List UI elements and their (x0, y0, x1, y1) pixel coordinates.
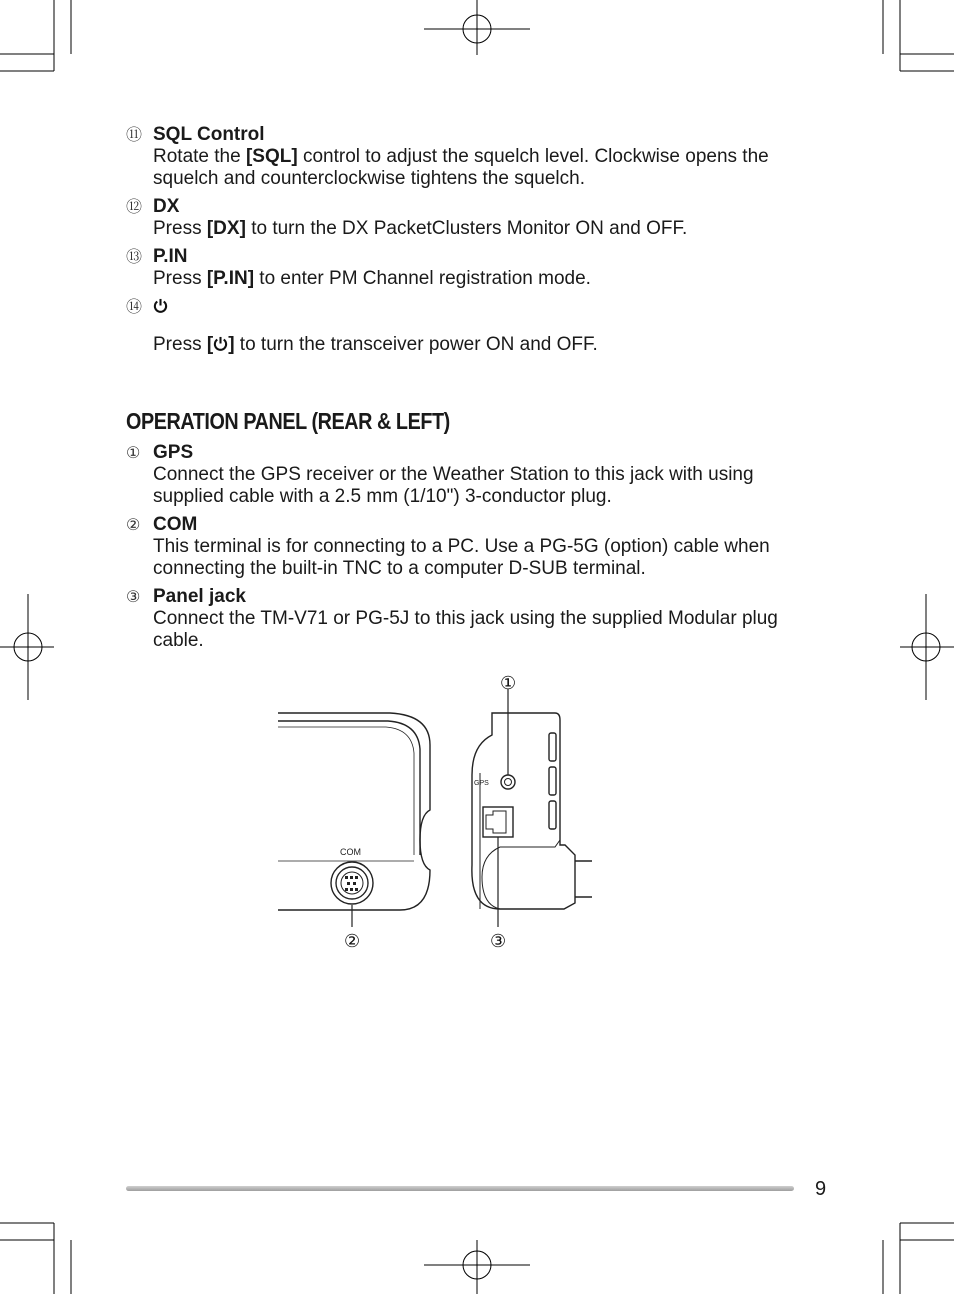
panel-illustration (270, 665, 600, 950)
item-description: Press [ ] to turn the transceiver power ON and OFF. (153, 334, 598, 355)
item-description: This terminal is for connecting to a PC. Use a PG-5G (option) cable when connecting the built-in TNC to a computer D-SUB terminal. (153, 536, 770, 579)
power-icon (153, 298, 168, 313)
item-power (126, 296, 806, 356)
item-title: COM (153, 514, 198, 535)
item-sql-control (126, 124, 806, 190)
com-label: COM (340, 847, 361, 857)
power-icon (213, 336, 228, 351)
item-number: ⑪ (126, 127, 143, 144)
item-gps (126, 442, 806, 508)
item-pin (126, 246, 806, 290)
item-number: ⑭ (126, 299, 143, 316)
item-panel-jack (126, 586, 806, 652)
item-description: Press [P.IN] to enter PM Channel registration mode. (153, 268, 591, 289)
item-title: P.IN (153, 246, 188, 267)
item-dx (126, 196, 806, 240)
din-connector-pins (345, 876, 358, 891)
item-description: Connect the TM-V71 or PG-5J to this jack using the supplied Modular plug cable. (153, 608, 778, 651)
callout-2: ② (344, 931, 361, 950)
gps-label: GPS (474, 780, 489, 787)
item-number: ② (126, 517, 141, 534)
callout-1: ① (500, 673, 517, 694)
item-com (126, 514, 806, 580)
item-title: DX (153, 196, 180, 217)
footer-rule (126, 1186, 794, 1191)
item-description: Rotate the [SQL] control to adjust the squelch level. Clockwise opens the squelch and counterclockwise tightens the squelch. (153, 146, 769, 189)
item-description: Connect the GPS receiver or the Weather Station to this jack with using supplied cable with a 2.5 mm (1/10") 3-conductor plug. (153, 464, 754, 507)
item-number: ③ (126, 589, 141, 606)
page-number: 9 (815, 1178, 827, 1200)
item-title: SQL Control (153, 124, 265, 145)
callout-3: ③ (490, 931, 507, 950)
item-title: Panel jack (153, 586, 246, 607)
item-number: ⑬ (126, 249, 143, 266)
section-heading: OPERATION PANEL (REAR & LEFT) (126, 408, 450, 434)
item-number: ① (126, 445, 141, 462)
item-title (153, 296, 806, 334)
item-description: Press [DX] to turn the DX PacketClusters Monitor ON and OFF. (153, 218, 688, 239)
item-title: GPS (153, 442, 194, 463)
item-number: ⑫ (126, 199, 143, 216)
